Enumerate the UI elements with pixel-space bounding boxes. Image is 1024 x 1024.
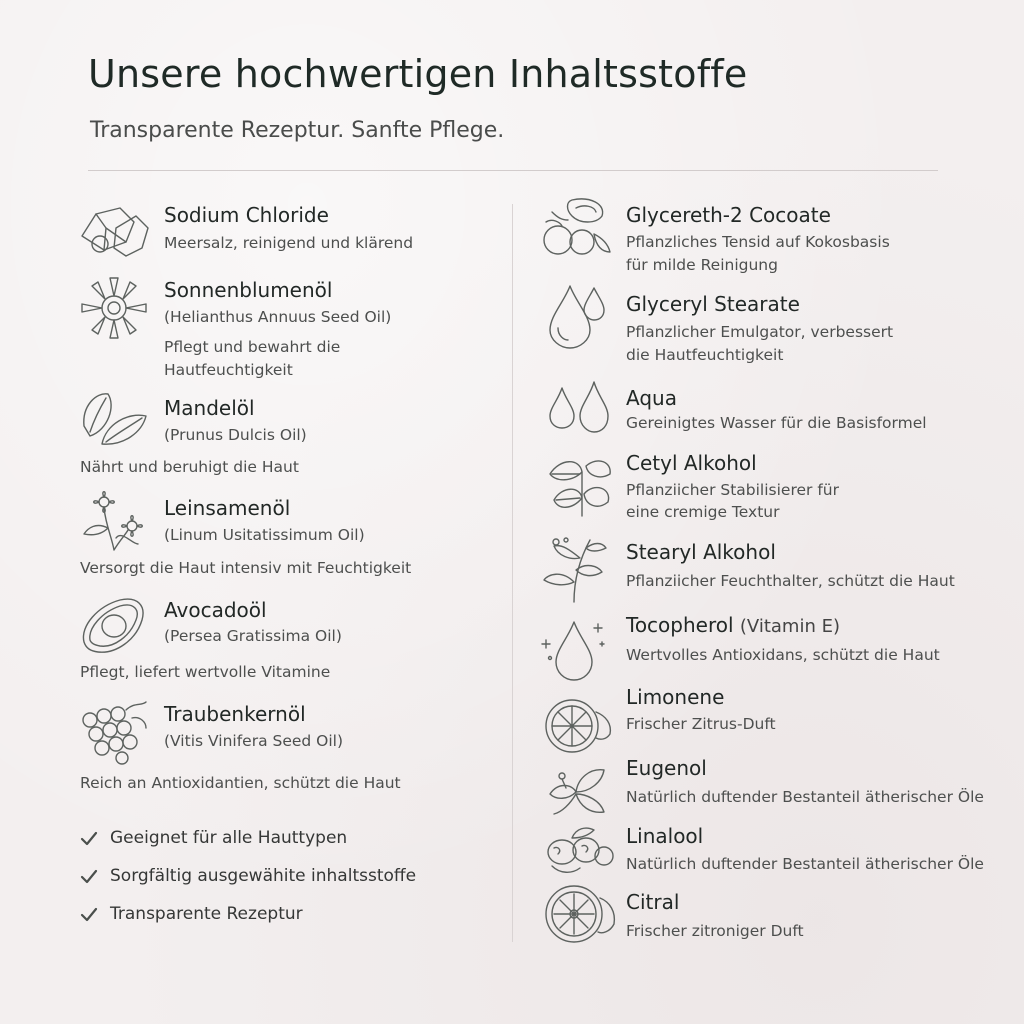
ingredient-description: Pflanziicher Stabilisierer für [626,481,839,499]
ingredient-description: Versorgt die Haut intensiv mit Feuchtigkeit [80,559,412,577]
check-icon [80,830,98,848]
ingredient-latin-name: (Prunus Dulcis Oil) [164,426,307,444]
coconut-icon [540,194,616,264]
ingredient-name: Mandelöl [164,396,255,420]
ingredient-name-suffix: (Vitamin E) [739,616,840,637]
ingredient-name: Citral [626,890,680,914]
check-icon [80,906,98,924]
ingredient-description: Reich an Antioxidantien, schützt die Haut [80,774,401,792]
ingredient-name: Leinsamenöl [164,496,291,520]
ingredient-name: Aqua [626,386,677,410]
ingredient-name: Sonnenblumenöl [164,278,333,302]
ingredient-name: Stearyl Alkohol [626,540,776,564]
ingredient-name: Glyceryl Stearate [626,292,800,316]
ingredient-name: Glycereth-2 Cocoate [626,203,831,227]
ingredient-description: Pflanziicher Feuchthalter, schützt die Haut [626,572,955,590]
leaves-icon [542,452,618,522]
ingredient-description: Hautfeuchtigkeit [164,361,293,379]
ingredient-description: Pflanzliches Tensid auf Kokosbasis [626,233,890,251]
page-title: Unsere hochwertigen Inhaltsstoffe [88,52,748,96]
almonds-icon [76,386,152,456]
ingredient-description: Wertvolles Antioxidans, schützt die Haut [626,646,940,664]
ingredient-latin-name: (Helianthus Annuus Seed Oil) [164,308,392,326]
ingredient-name: Sodium Chloride [164,203,329,227]
salt-crystals-icon [76,198,152,268]
ingredient-name [626,613,840,637]
plant-sprig-icon [540,534,616,604]
ingredient-description: für milde Reinigung [626,256,778,274]
checklist-label: Sorgfältig ausgewähite inhaltsstoffe [110,866,417,886]
ingredient-description: Nährt und beruhigt die Haut [80,458,299,476]
ingredient-name: Traubenkernöl [164,702,306,726]
ingredient-description: die Hautfeuchtigkeit [626,346,784,364]
lemon-slice-icon [542,880,618,950]
avocado-icon [76,592,152,662]
flax-flower-icon [76,486,152,556]
page-subtitle: Transparente Rezeptur. Sanfte Pflege. [90,118,505,143]
ingredient-description: Pflegt, liefert wertvolle Vitamine [80,663,331,681]
ingredient-description: Natürlich duftender Bestanteil ätherischer Öle [626,788,984,806]
header-divider [88,170,938,171]
ingredient-latin-name: (Persea Gratissima Oil) [164,627,342,645]
ingredient-description: Pflanzlicher Emulgator, verbessert [626,323,894,341]
checklist-label: Transparente Rezeptur [110,904,303,924]
ingredient-latin-name: (Vitis Vinifera Seed Oil) [164,732,344,750]
oil-drops-icon [540,282,616,352]
ingredient-name: Limonene [626,685,725,709]
column-divider [512,204,513,942]
check-icon [80,868,98,886]
ingredient-description: Pflegt und bewahrt die [164,338,341,356]
seeds-icon [542,816,618,886]
citrus-slice-icon [540,690,616,760]
ingredient-description: Natürlich duftender Bestanteil ätherischer Öle [626,855,984,873]
ingredient-name: Cetyl Alkohol [626,451,757,475]
sparkle-drop-icon [538,614,614,684]
ingredient-description: Frischer Zitrus-Duft [626,715,776,733]
grapes-icon [76,698,152,768]
ingredient-description: Frischer zitroniger Duft [626,922,804,940]
ingredient-name: Linalool [626,824,704,848]
ingredient-name-main: Tocopherol [626,613,734,637]
ingredient-latin-name: (Linum Usitatissimum Oil) [164,526,365,544]
ingredient-description: Meersalz, reinigend und klärend [164,234,414,252]
ingredient-name: Eugenol [626,756,707,780]
sunflower-icon [76,272,152,342]
checklist-label: Geeignet für alle Hauttypen [110,828,348,848]
ingredient-description: eine cremige Textur [626,503,780,521]
water-drops-icon [540,376,616,446]
ingredient-name: Avocadoöl [164,598,267,622]
ingredient-description: Gereinigtes Wasser für die Basisformel [626,414,927,432]
